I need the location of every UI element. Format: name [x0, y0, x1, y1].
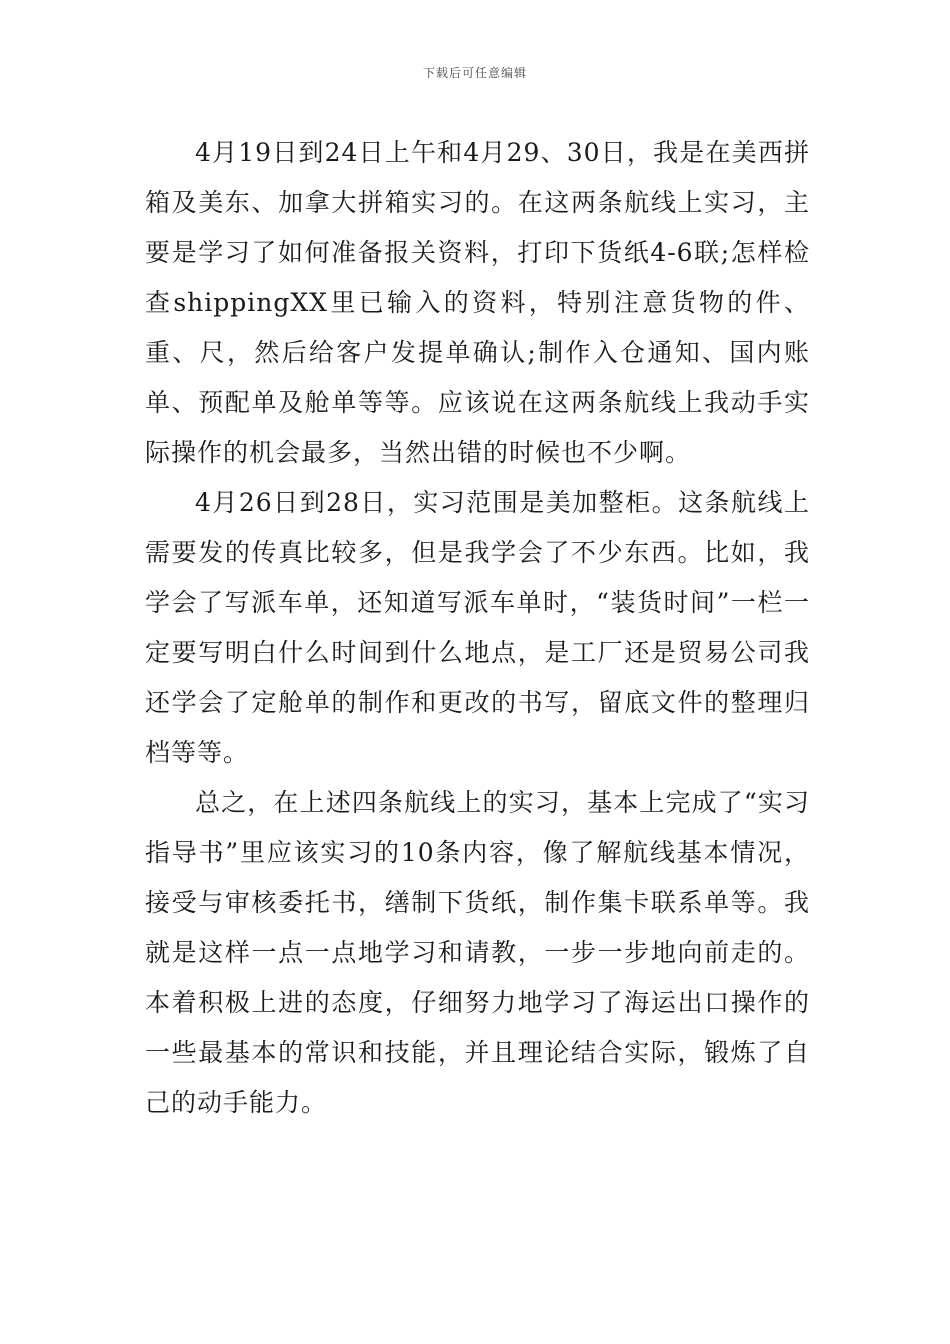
paragraph-3: 总之，在上述四条航线上的实习，基本上完成了“实习指导书”里应该实习的10条内容，像了解航线基本情况，接受与审核委托书，缮制下货纸，制作集卡联系单等。我就是这样一点一点地学习和请教，一步一步地向前走的。本着积极上进的态度，仔细努力地学习了海运出口操作的一些最基本的常识和技能，并且理论结合实际，锻炼了自己的动手能力。: [145, 788, 810, 1117]
header-note: 下载后可任意编辑: [422, 66, 527, 80]
paragraph-1: 4月19日到24日上午和4月29、30日，我是在美西拼箱及美东、加拿大拼箱实习的。在这两条航线上实习，主要是学习了如何准备报关资料，打印下货纸4-6联;怎样检查shippingXX里已输入的资料，特别注意货物的件、重、尺，然后给客户发提单确认;制作入仓通知、国内账单、预配单及舱单等等。应该说在这两条航线上我动手实际操作的机会最多，当然出错的时候也不少啊。: [145, 138, 810, 467]
paragraph-2: 4月26日到28日，实习范围是美加整柜。这条航线上需要发的传真比较多，但是我学会了不少东西。比如，我学会了写派车单，还知道写派车单时，“装货时间”一栏一定要写明白什么时间到什么地点，是工厂还是贸易公司我还学会了定舱单的制作和更改的书写，留底文件的整理归档等等。: [145, 488, 810, 767]
document-body: [145, 128, 810, 1128]
